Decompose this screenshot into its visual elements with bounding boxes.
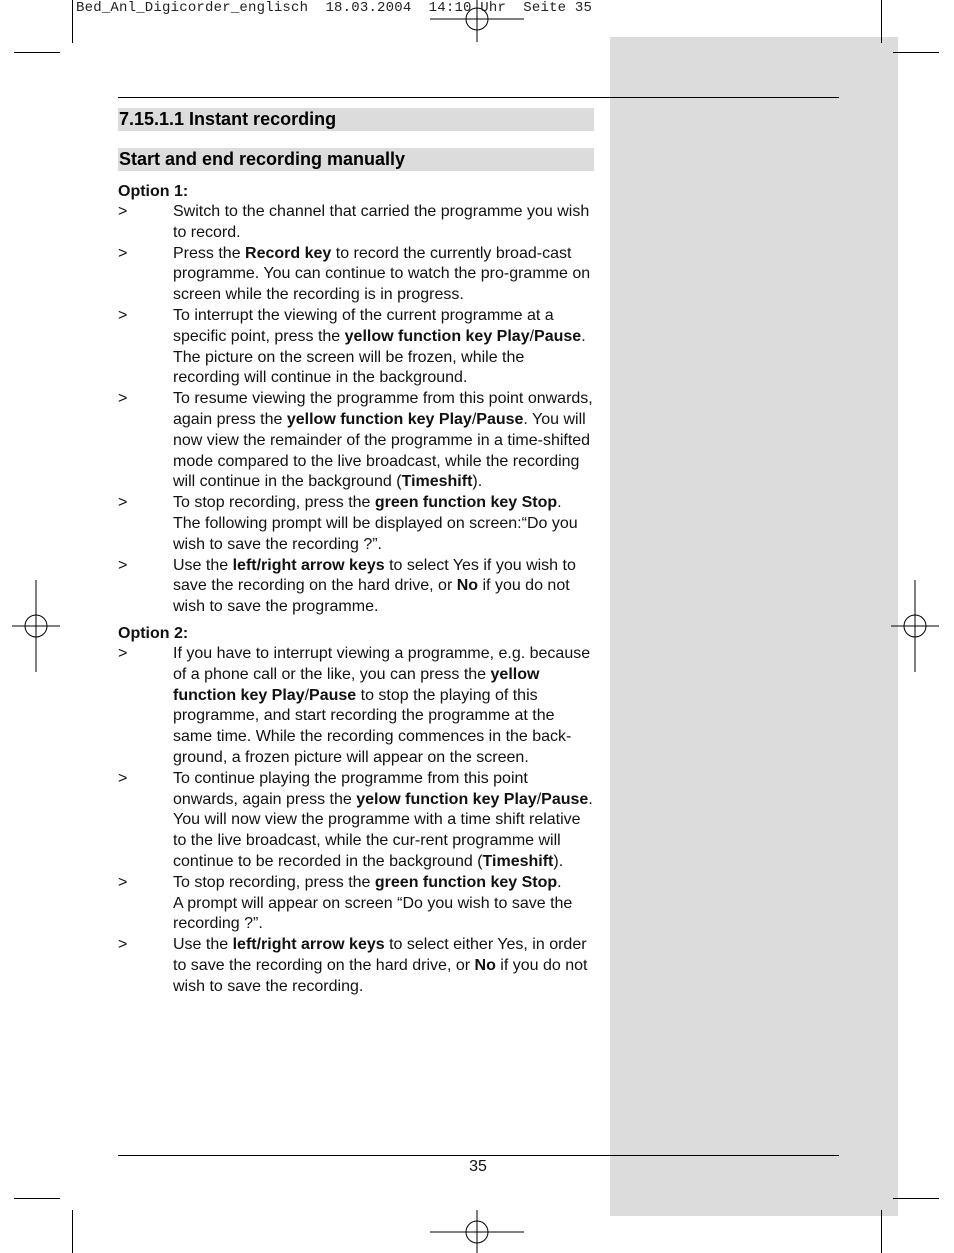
crop-mark <box>893 52 939 53</box>
text-run: To resume viewing the programme from this point onwards, again press the <box>173 390 593 428</box>
bullet-marker: > <box>118 390 128 408</box>
bold-term: No <box>474 956 496 974</box>
bold-term: left/right arrow keys <box>232 936 385 954</box>
text-run: To stop recording, press the <box>173 494 375 512</box>
text-run: . <box>557 873 562 891</box>
text-run: if you do not wish to save the programme. <box>173 577 570 616</box>
text-run: ground, a frozen picture will appear on the screen. <box>173 748 529 766</box>
crop-mark <box>72 0 73 43</box>
list-item <box>118 244 594 306</box>
text-run: ). <box>472 473 483 491</box>
list-item-text <box>173 873 594 935</box>
list-item-text <box>173 389 594 493</box>
list-item-text <box>173 244 594 306</box>
crop-mark <box>881 1210 882 1253</box>
bottom-rule <box>118 1155 839 1156</box>
list-item <box>118 202 594 244</box>
bullet-marker: > <box>118 244 128 262</box>
list-item-text <box>173 644 594 769</box>
subsection-heading: Start and end recording manually <box>118 148 594 171</box>
text-run: To continue playing the programme from this point onwards, again press the <box>173 769 528 808</box>
registration-mark-icon <box>891 580 939 672</box>
list-item-text <box>173 935 594 997</box>
bold-term: No <box>456 577 479 595</box>
list-item <box>118 389 594 493</box>
bullet-marker: > <box>118 769 128 787</box>
bullet-marker: > <box>118 873 128 891</box>
bold-term: Timeshift <box>482 852 554 870</box>
text-run: to select Yes if you wish to save the recording on the hard drive, or <box>173 556 576 595</box>
text-run: A prompt will appear on screen “Do you wish to save the recording ?”. <box>173 894 573 933</box>
text-run: . You will now view the programme with a time shift relative to the live broadcast, while the cur-rent programme will continue to be recorded in the background ( <box>173 790 593 870</box>
bold-term: yellow function key Play <box>173 665 540 704</box>
registration-mark-icon <box>12 580 60 672</box>
option-2-list <box>118 644 594 998</box>
list-item-text <box>173 769 594 873</box>
bold-term: Timeshift <box>401 473 473 491</box>
bullet-marker: > <box>118 494 128 512</box>
registration-mark-icon <box>430 1210 524 1253</box>
list-item <box>118 769 594 873</box>
margin-panel <box>610 37 898 1216</box>
bullet-marker: > <box>118 936 128 954</box>
crop-mark <box>14 1198 60 1199</box>
bullet-marker: > <box>118 306 128 324</box>
text-run: / <box>536 790 542 808</box>
text-run: . <box>557 494 562 512</box>
registration-mark-icon <box>430 0 524 42</box>
text-run: . You will now view the remainder of the programme in a time-shifted mode compared to the live broadcast, while the recording will continue in the background ( <box>173 410 591 491</box>
text-run: To stop recording, press the <box>173 873 375 891</box>
text-run: To interrupt the viewing of the current programme at a specific point, press the <box>173 306 554 345</box>
text-run: Press the <box>173 244 246 262</box>
list-item-text <box>173 306 594 389</box>
list-item <box>118 493 594 555</box>
print-header: Bed_Anl_Digicorder_englisch 18.03.2004 14:10 Uhr Seite 35 <box>76 0 593 16</box>
text-run: to record the currently broad-cast programme. You can continue to watch the pro-gramme on screen while the recording is in progress. <box>173 244 591 304</box>
list-item <box>118 935 594 997</box>
text-run: if you do not wish to save the recording. <box>173 956 588 995</box>
text-run: / <box>529 327 535 345</box>
list-item-text <box>173 493 594 555</box>
text-run: to select either Yes, in order to save the recording on the hard drive, or <box>173 936 587 974</box>
list-item-text <box>173 556 594 618</box>
list-item <box>118 644 594 769</box>
list-item <box>118 873 594 935</box>
text-run: Use the <box>173 936 233 954</box>
crop-mark <box>881 0 882 43</box>
text-run: Switch to the channel that carried the programme you wish to record. <box>173 203 590 241</box>
bold-term: Pause <box>476 410 524 428</box>
list-item <box>118 556 594 618</box>
text-run: / <box>304 686 310 704</box>
text-run: Use the <box>173 556 233 574</box>
list-item-text <box>173 202 594 244</box>
bold-term: yelow function key Play <box>356 790 537 808</box>
crop-mark <box>14 52 60 53</box>
option-1-title: Option 1: <box>118 183 189 200</box>
text-run: to stop the playing of this programme, and start recording the programme at the same time. While the recording commences in the back- <box>173 686 572 746</box>
bold-term: Pause <box>541 790 589 808</box>
text-run: . The picture on the screen will be frozen, while the recording will continue in the background. <box>173 327 586 387</box>
page-content <box>118 108 594 997</box>
bullet-marker: > <box>118 556 128 574</box>
option-2-title: Option 2: <box>118 624 189 642</box>
bold-term: yellow function key Play <box>344 327 530 345</box>
bullet-marker: > <box>118 203 128 220</box>
bullet-marker: > <box>118 644 128 662</box>
bold-term: green function key Stop <box>374 494 558 512</box>
bold-term: green function key Stop <box>374 873 558 891</box>
bold-term: Record key <box>245 244 332 262</box>
crop-mark <box>72 1210 73 1253</box>
option-1-list <box>118 202 594 618</box>
bold-term: yellow function key Play <box>286 410 472 428</box>
page-number: 35 <box>469 1158 487 1175</box>
bold-term: left/right arrow keys <box>232 556 385 574</box>
crop-mark <box>893 1198 939 1199</box>
text-run: / <box>471 410 477 428</box>
text-run: If you have to interrupt viewing a programme, e.g. because of a phone call or the like, you can press the <box>173 644 591 683</box>
text-run: The following prompt will be displayed on screen:“Do you wish to save the recording ?”. <box>173 514 578 553</box>
top-rule <box>118 97 839 98</box>
section-heading: 7.15.1.1 Instant recording <box>118 108 594 131</box>
text-run: ). <box>553 852 564 870</box>
bold-term: Pause <box>534 327 582 345</box>
bold-term: Pause <box>309 686 357 704</box>
list-item <box>118 306 594 389</box>
